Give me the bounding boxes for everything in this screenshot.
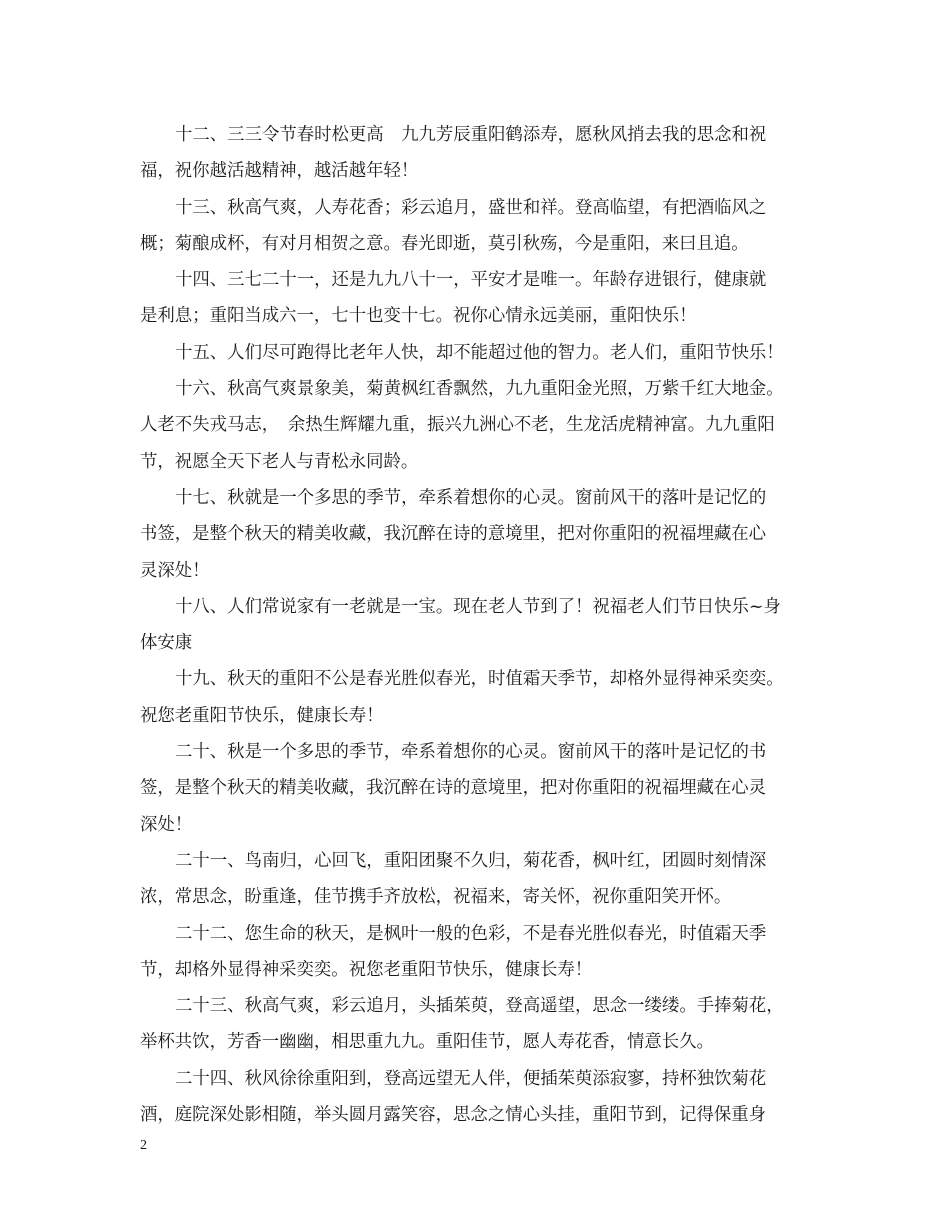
paragraph — [140, 335, 830, 371]
paragraph-line: 二十三、秋高气爽，彩云追月，头插茱萸，登高遥望，思念一缕缕。手捧菊花， — [175, 996, 784, 1017]
paragraph-line: 浓，常思念，盼重逢，佳节携手齐放松，祝福来，寄关怀，祝你重阳笑开怀。 — [140, 887, 732, 908]
document-body — [140, 117, 830, 1133]
paragraph — [140, 661, 830, 734]
paragraph-line: 二十二、您生命的秋天，是枫叶一般的色彩，不是春光胜似春光，时值霜天季 — [175, 923, 767, 944]
paragraph-line: 节，却格外显得神采奕奕。祝您老重阳节快乐，健康长寿！ — [140, 959, 593, 980]
paragraph — [140, 262, 830, 335]
paragraph — [140, 480, 830, 589]
paragraph-line: 酒，庭院深处影相随，举头圆月露笑容，思念之情心头挂，重阳节到，记得保重身 — [140, 1105, 767, 1126]
paragraph — [140, 371, 830, 480]
paragraph-line: 十四、三七二十一，还是九九八十一，平安才是唯一。年龄存进银行，健康就 — [175, 270, 767, 291]
paragraph — [140, 734, 830, 843]
paragraph-line: 十二、三三令节春时松更高 九九芳辰重阳鹤添寿，愿秋风捎去我的思念和祝 — [175, 125, 767, 145]
paragraph — [140, 1061, 830, 1134]
paragraph — [140, 988, 830, 1061]
paragraph-line: 深处！ — [140, 814, 193, 835]
paragraph-line: 二十、秋是一个多思的季节，牵系着想你的心灵。窗前风干的落叶是记忆的书 — [175, 742, 767, 763]
page-number: 2 — [140, 1138, 147, 1153]
paragraph-line: 十八、人们常说家有一老就是一宝。现在老人节到了！祝福老人们节日快乐~身 — [175, 596, 781, 617]
paragraph-line: 二十四、秋风徐徐重阳到，登高远望无人伴，便插茱萸添寂寥，持杯独饮菊花 — [175, 1068, 767, 1089]
paragraph-line: 祝您老重阳节快乐，健康长寿！ — [140, 705, 384, 726]
paragraph-line: 人老不失戎马志， 余热生辉耀九重，振兴九洲心不老，生龙活虎精神富。九九重阳 — [140, 415, 775, 436]
paragraph-line: 节，祝愿全天下老人与青松永同龄。 — [140, 451, 419, 472]
paragraph-line: 是利息；重阳当成六一，七十也变十七。祝你心情永远美丽，重阳快乐！ — [140, 306, 697, 327]
paragraph — [140, 190, 830, 263]
paragraph-line: 签，是整个秋天的精美收藏，我沉醉在诗的意境里，把对你重阳的祝福埋藏在心灵 — [140, 778, 767, 799]
paragraph — [140, 843, 830, 916]
paragraph-line: 十九、秋天的重阳不公是春光胜似春光，时值霜天季节，却格外显得神采奕奕。 — [175, 669, 784, 690]
paragraph-line: 书签，是整个秋天的精美收藏，我沉醉在诗的意境里，把对你重阳的祝福埋藏在心 — [140, 524, 767, 545]
paragraph — [140, 916, 830, 989]
paragraph-line: 十七、秋就是一个多思的季节，牵系着想你的心灵。窗前风干的落叶是记忆的 — [175, 487, 767, 508]
paragraph-line: 十三、秋高气爽，人寿花香；彩云追月，盛世和祥。登高临望，有把酒临风之 — [175, 197, 767, 218]
paragraph-line: 灵深处！ — [140, 560, 210, 581]
paragraph-line: 十五、人们尽可跑得比老年人快，却不能超过他的智力。老人们，重阳节快乐！ — [175, 342, 784, 363]
paragraph-line: 二十一、鸟南归，心回飞，重阳团聚不久归，菊花香，枫叶红，团圆时刻情深 — [175, 850, 767, 871]
paragraph-line: 体安康 — [140, 633, 193, 654]
paragraph — [140, 589, 830, 662]
paragraph-line: 举杯共饮，芳香一幽幽，相思重九九。重阳佳节，愿人寿花香，情意长久。 — [140, 1032, 714, 1053]
paragraph — [140, 117, 830, 190]
paragraph-line: 概；菊酿成杯，有对月相贺之意。春光即逝，莫引秋殇，今是重阳，来曰且追。 — [140, 233, 749, 254]
paragraph-line: 福，祝你越活越精神，越活越年轻！ — [140, 161, 419, 182]
paragraph-line: 十六、秋高气爽景象美，菊黄枫红香飘然，九九重阳金光照，万紫千红大地金。 — [175, 379, 784, 400]
